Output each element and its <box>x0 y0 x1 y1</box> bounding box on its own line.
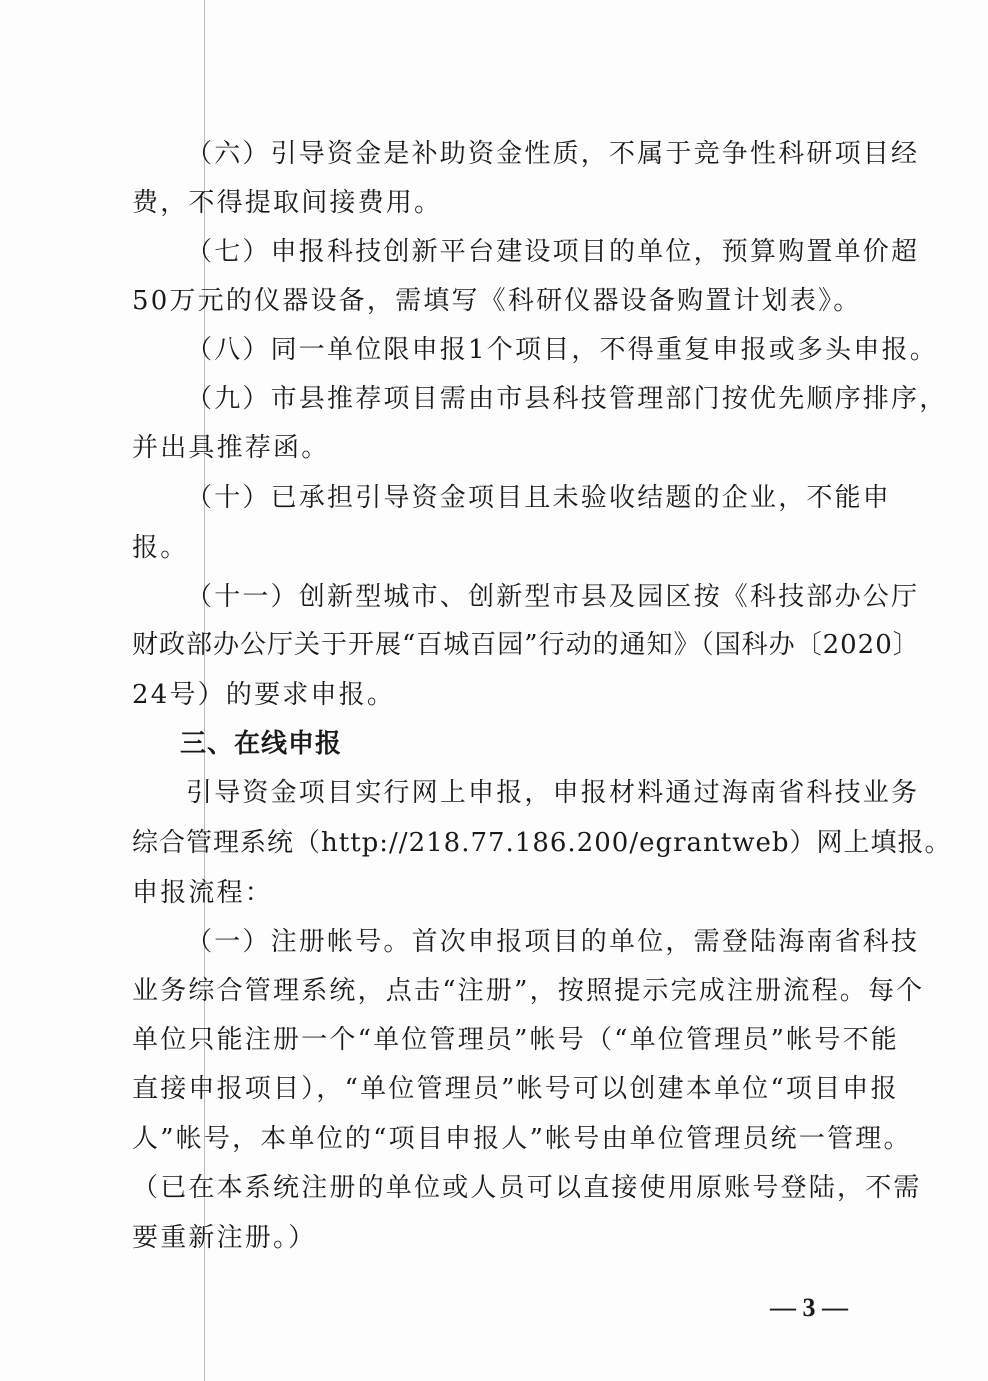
item-6-line-2: 费，不得提取间接费用。 <box>132 188 443 218</box>
step-1-line-7: 要重新注册。） <box>132 1223 317 1253</box>
item-7-line-1: （七）申报科技创新平台建设项目的单位，预算购置单价超 <box>186 237 920 267</box>
item-11-line-2: 财政部办公厅关于开展“百城百园”行动的通知》（国科办〔2020〕 <box>132 630 920 660</box>
step-1-line-2: 业务综合管理系统，点击“注册”，按照提示完成注册流程。每个 <box>132 976 925 1006</box>
item-9-line-1: （九）市县推荐项目需由市县科技管理部门按优先顺序排序， <box>186 384 948 414</box>
step-1-line-6: （已在本系统注册的单位或人员可以直接使用原账号登陆，不需 <box>132 1173 922 1203</box>
item-10-line-1: （十）已承担引导资金项目且未验收结题的企业，不能申 <box>186 483 892 513</box>
step-1-line-5: 人”帐号，本单位的“项目申报人”帐号由单位管理员统一管理。 <box>132 1124 912 1154</box>
step-1-line-4: 直接申报项目），“单位管理员”帐号可以创建本单位“项目申报 <box>132 1074 899 1104</box>
item-8-line-1: （八）同一单位限申报1个项目，不得重复申报或多头申报。 <box>186 335 938 365</box>
item-11-line-3: 24号）的要求申报。 <box>132 680 396 710</box>
section-heading-online-application: 三、在线申报 <box>180 729 343 759</box>
item-7-line-2: 50万元的仪器设备，需填写《科研仪器设备购置计划表》。 <box>132 286 862 316</box>
page-number: — 3 — <box>770 1293 848 1322</box>
section-3-line-1: 引导资金项目实行网上申报，申报材料通过海南省科技业务 <box>186 778 920 808</box>
item-10-line-2: 报。 <box>132 533 189 563</box>
section-3-line-3: 申报流程： <box>132 878 274 908</box>
item-11-line-1: （十一）创新型城市、创新型市县及园区按《科技部办公厅 <box>186 582 920 612</box>
section-3-line-2: 综合管理系统（http://218.77.186.200/egrantweb）网上填报。 <box>132 828 952 858</box>
step-1-line-1: （一）注册帐号。首次申报项目的单位，需登陆海南省科技 <box>186 927 920 957</box>
step-1-line-3: 单位只能注册一个“单位管理员”帐号（“单位管理员”帐号不能 <box>132 1025 899 1055</box>
item-6-line-1: （六）引导资金是补助资金性质，不属于竞争性科研项目经 <box>186 139 920 169</box>
item-9-line-2: 并出具推荐函。 <box>132 433 330 463</box>
